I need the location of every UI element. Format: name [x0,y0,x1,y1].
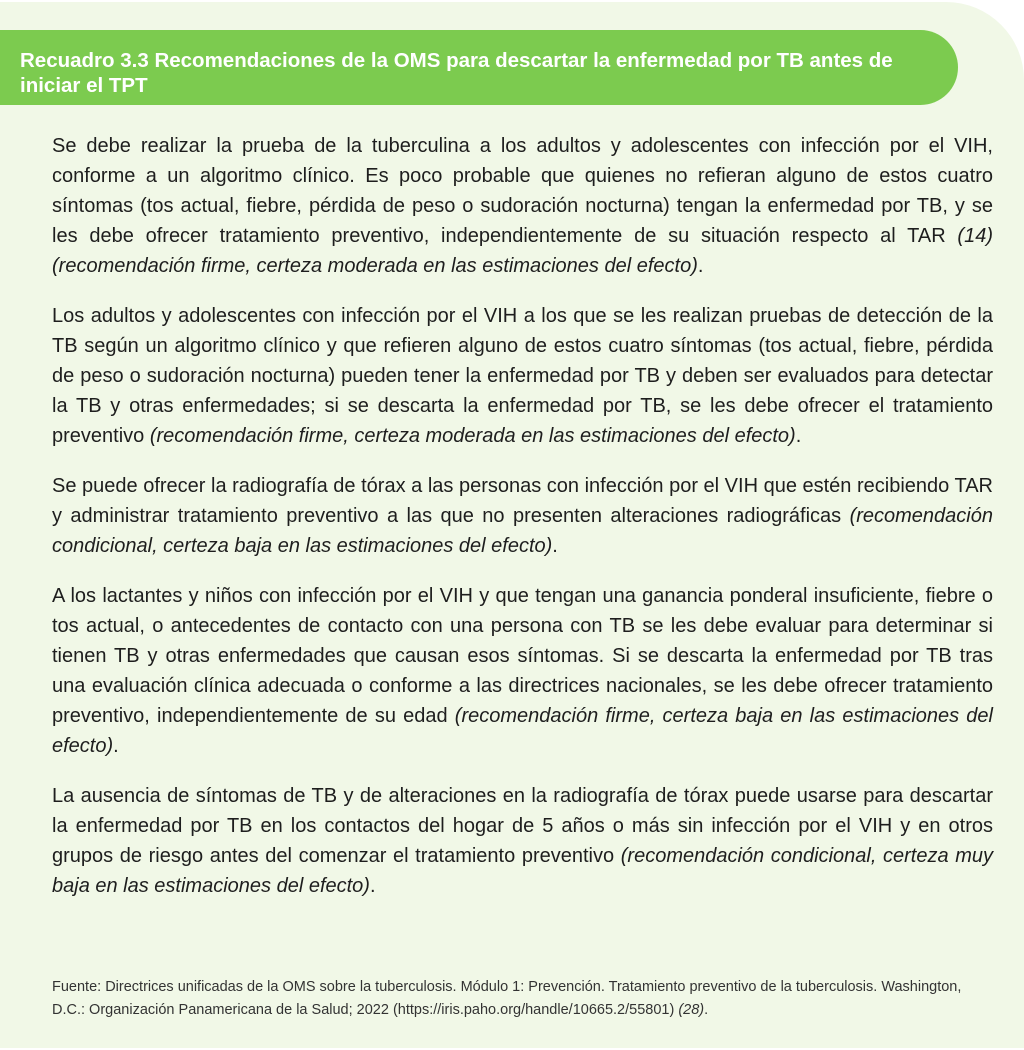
box-title-banner [0,30,958,105]
recommendation-paragraph-4: A los lactantes y niños con infección por el VIH y que tengan una ganancia ponderal insuficiente, fiebre o tos actual, o antecedentes de contacto con una persona con TB se les debe evaluar para determinar si tienen TB y otras enfermedades que causan esos síntomas. Si se descarta la enfermedad por TB tras una evaluación clínica adecuada o conforme a las directrices nacionales, se les debe ofrecer tratamiento preventivo, independientemente de su edad (recomendación firme, certeza baja en las estimaciones del efecto). [52,585,993,757]
box-title: Recuadro 3.3 Recomendaciones de la OMS para descartar la enfermedad por TB antes de iniciar el TPT [20,49,893,97]
recommendation-paragraph-3: Se puede ofrecer la radiografía de tórax a las personas con infección por el VIH que estén recibiendo TAR y administrar tratamiento preventivo a las que no presenten alteraciones radiográficas (recomendación condicional, certeza baja en las estimaciones del efecto). [52,475,993,557]
recommendations-body [52,131,993,901]
source-citation: Fuente: Directrices unificadas de la OMS sobre la tuberculosis. Módulo 1: Prevención. Tratamiento preventivo de la tuberculosis. Washington, D.C.: Organización Panamericana de la Salud; 2022 (https://iris.paho.org/handle/10665.2/55801) (28). [52,979,962,1018]
recommendation-paragraph-5: La ausencia de síntomas de TB y de alteraciones en la radiografía de tórax puede usarse para descartar la enfermedad por TB en los contactos del hogar de 5 años o más sin infección por el VIH y en otros grupos de riesgo antes del comenzar el tratamiento preventivo (recomendación condicional, certeza muy baja en las estimaciones del efecto). [52,785,994,897]
recommendation-paragraph-1: Se debe realizar la prueba de la tuberculina a los adultos y adolescentes con infección por el VIH, conforme a un algoritmo clínico. Es poco probable que quienes no refieran alguno de estos cuatro síntomas (tos actual, fiebre, pérdida de peso o sudoración nocturna) tengan la enfermedad por TB, y se les debe ofrecer tratamiento preventivo, independientemente de su situación respecto al TAR (14) (recomendación firme, certeza moderada en las estimaciones del efecto). [52,135,993,277]
recommendation-paragraph-2: Los adultos y adolescentes con infección por el VIH a los que se les realizan pruebas de detección de la TB según un algoritmo clínico y que refieren alguno de estos cuatro síntomas (tos actual, fiebre, pérdida de peso o sudoración nocturna) pueden tener la enfermedad por TB y deben ser evaluados para detectar la TB y otras enfermedades; si se descarta la enfermedad por TB, se les debe ofrecer el tratamiento preventivo (recomendación firme, certeza moderada en las estimaciones del efecto). [52,305,993,447]
recommendation-box [0,2,1024,1048]
